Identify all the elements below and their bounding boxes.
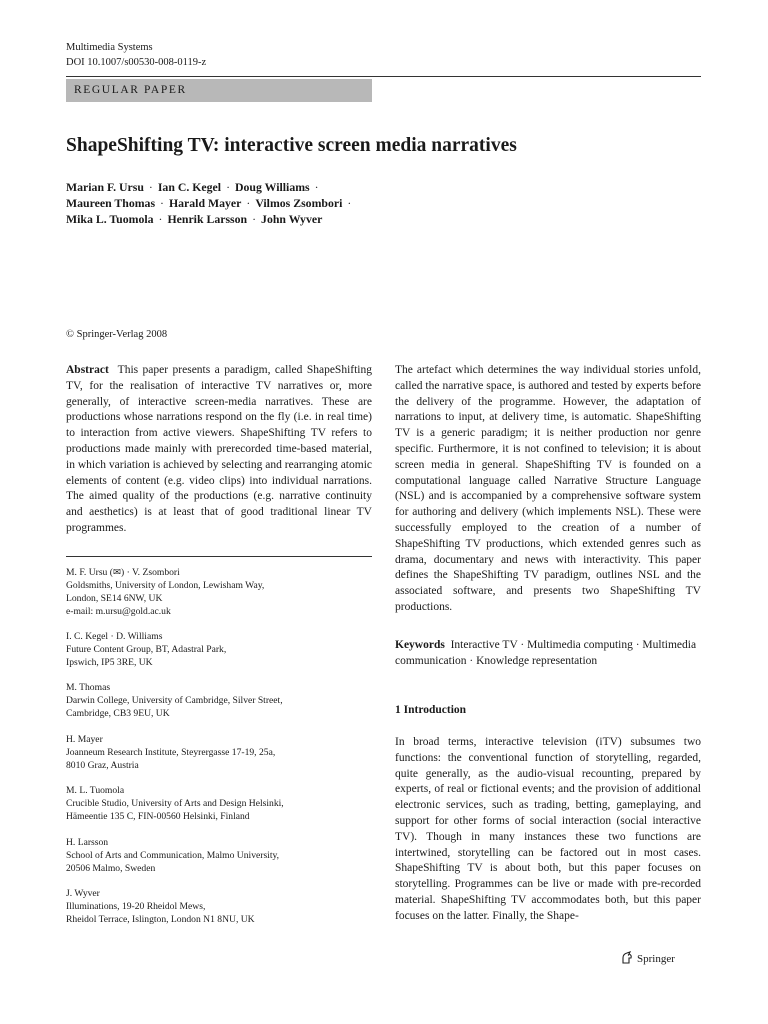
affiliation-names: M. L. Tuomola	[66, 785, 125, 796]
author-name: John Wyver	[261, 212, 323, 226]
affiliation-line: Darwin College, University of Cambridge, Silver Street,	[66, 695, 283, 707]
affiliation-block	[66, 630, 226, 669]
journal-name: Multimedia Systems	[66, 42, 153, 53]
affiliation-divider	[66, 556, 372, 557]
author-list	[66, 179, 356, 227]
author-separator: ·	[347, 196, 352, 210]
publisher-footer	[620, 951, 675, 970]
author-name: Mika L. Tuomola	[66, 212, 154, 226]
paper-title: ShapeShifting TV: interactive screen media narratives	[66, 135, 517, 156]
keywords-label: Keywords	[395, 639, 445, 651]
copyright-notice: © Springer-Verlag 2008	[66, 329, 168, 340]
abstract-continuation: The artefact which determines the way individual stories unfold, called the narrative space, is authored and tested by experts before the delivery of the programme. However, the adaptation of narrations to input, at delivery time, is automatic. ShapeShifting TV is a generic paradigm; it is neither production nor genre specific. Furthermore, it is not confined to television; it is about screen media in general. ShapeShifting TV is founded on a computational language called Narrative Structure Language (NSL) and is accompanied by a comprehensive software system for authoring and delivery (which implements NSL). These were successfully employed to the creation of a number of ShapeShifting TV productions, which extended genres such as drama, documentary and news with interactivity. This paper defines the ShapeShifting TV paradigm, outlines NSL and the associated software, and presents two ShapeShifting TV productions.	[395, 364, 701, 613]
affiliation-names: H. Larsson	[66, 837, 109, 848]
introduction-paragraph: In broad terms, interactive television (iTV) subsumes two functions: the conventional function of storytelling, regarded, quite generally, as the audio-visual recounting, prepared by experts, of real or fictional events; and the provision of additional electronic services, such as trading, betting, gameplaying, and support for other forms of social interaction (social interactive TV). Though in many instances these two functions are intertwined, storytelling can be factored out in most cases. ShapeShifting TV is about both, but this paper focuses on storytelling. Programmes can be live or made with pre-recorded material. ShapeShifting TV accommodates both, but this paper focuses on the latter. Finally, the Shape-	[395, 736, 701, 922]
author-separator: ·	[226, 180, 231, 194]
affiliation-line: Rheidol Terrace, Islington, London N1 8NU, UK	[66, 914, 255, 926]
author-name: Marian F. Ursu	[66, 180, 144, 194]
article-type-badge: REGULAR PAPER	[66, 79, 372, 102]
keywords-paragraph	[395, 638, 701, 670]
abstract-paragraph	[66, 363, 372, 537]
affiliation-email[interactable]: e-mail: m.ursu@gold.ac.uk	[66, 606, 171, 618]
affiliation-block	[66, 887, 255, 926]
author-name: Harald Mayer	[168, 196, 242, 210]
affiliation-names: H. Mayer	[66, 734, 103, 745]
publisher-name: Springer	[637, 953, 675, 965]
author-separator: ·	[158, 212, 163, 226]
affiliation-line: 8010 Graz, Austria	[66, 760, 139, 772]
doi[interactable]: DOI 10.1007/s00530-008-0119-z	[66, 57, 207, 68]
author-name: Henrik Larsson	[167, 212, 248, 226]
affiliation-names: M. Thomas	[66, 682, 111, 693]
author-separator: ·	[148, 180, 153, 194]
affiliation-line: 20506 Malmo, Sweden	[66, 863, 156, 875]
author-separator: ·	[252, 212, 257, 226]
affiliation-line: Goldsmiths, University of London, Lewisham Way,	[66, 580, 265, 592]
author-line	[66, 195, 356, 211]
section-heading: 1 Introduction	[395, 704, 467, 716]
keywords-text: Interactive TV · Multimedia computing · Multimedia communication · Knowledge representation	[395, 639, 697, 667]
author-name: Doug Williams	[235, 180, 310, 194]
affiliation-line: Ipswich, IP5 3RE, UK	[66, 657, 153, 669]
affiliation-line: Future Content Group, BT, Adastral Park,	[66, 644, 227, 656]
author-separator: ·	[246, 196, 251, 210]
author-line	[66, 211, 356, 227]
affiliation-line: School of Arts and Communication, Malmo University,	[66, 850, 280, 862]
author-separator: ·	[314, 180, 319, 194]
affiliation-block	[66, 733, 275, 772]
affiliation-names: I. C. Kegel · D. Williams	[66, 631, 163, 642]
affiliation-block	[66, 566, 264, 618]
affiliation-line: Joanneum Research Institute, Steyrergasse 17-19, 25a,	[66, 747, 276, 759]
affiliation-line: Hämeentie 135 C, FIN-00560 Helsinki, Finland	[66, 811, 250, 823]
header-divider	[66, 76, 701, 77]
author-separator: ·	[160, 196, 164, 210]
author-name: Maureen Thomas	[66, 196, 156, 210]
abstract-text: This paper presents a paradigm, called ShapeShifting TV, for the realisation of interactive TV narratives or, more generally, of interactive screen-media narratives. These are productions whose narrations respond on the fly (i.e. in real time) to interaction from active viewers. ShapeShifting TV refers to productions made mainly with prerecorded time-based material, in which variation is achieved by selecting and rearranging atomic elements of content (e.g. video clips) into individual narrations. The aimed quality of the productions (e.g. narrative continuity and aesthetics) is at least that of good traditional linear TV programmes.	[66, 364, 372, 534]
affiliation-line: London, SE14 6NW, UK	[66, 593, 163, 605]
affiliation-block	[66, 681, 283, 720]
affiliation-names: M. F. Ursu (✉) · V. Zsombori	[66, 567, 180, 578]
springer-horse-logo-icon	[620, 951, 634, 970]
affiliation-line: Illuminations, 19-20 Rheidol Mews,	[66, 901, 206, 913]
journal-header	[66, 40, 206, 70]
affiliation-block	[66, 836, 279, 875]
affiliation-names: J. Wyver	[66, 888, 100, 899]
author-name: Vilmos Zsombori	[255, 196, 343, 210]
author-name: Ian C. Kegel	[157, 180, 222, 194]
abstract-label: Abstract	[66, 364, 109, 376]
affiliation-line: Cambridge, CB3 9EU, UK	[66, 708, 170, 720]
affiliation-line: Crucible Studio, University of Arts and Design Helsinki,	[66, 798, 284, 810]
affiliation-block	[66, 784, 284, 823]
author-line	[66, 179, 356, 195]
